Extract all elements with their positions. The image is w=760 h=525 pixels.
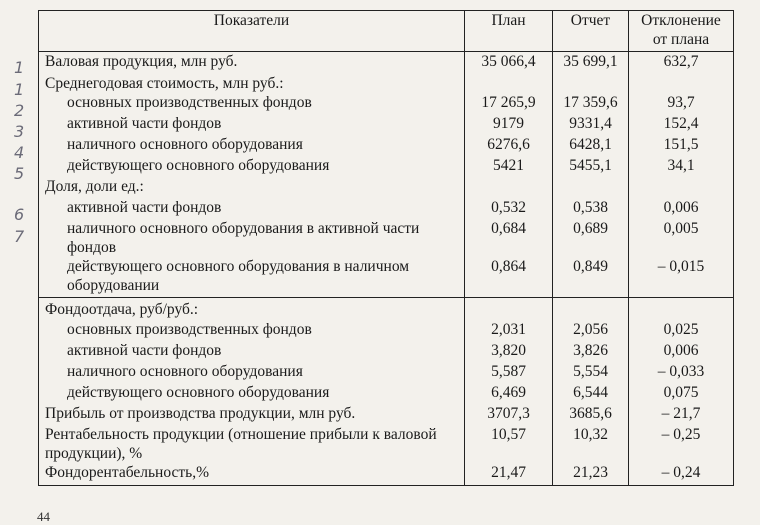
row-report: 5455,1: [553, 156, 629, 177]
row-deviation: 632,7: [629, 52, 734, 74]
table-row: [39, 219, 734, 257]
row-plan: 35 066,4: [465, 52, 553, 74]
row-label: действующего основного оборудования: [39, 383, 465, 404]
table-row: [39, 74, 734, 93]
row-report: 3685,6: [553, 404, 629, 425]
table-row: [39, 177, 734, 198]
row-label: действующего основного оборудования в наличном оборудовании: [39, 257, 465, 298]
header-deviation: Отклонение от плана: [629, 11, 734, 52]
table-row: [39, 135, 734, 156]
row-label: активной части фондов: [39, 341, 465, 362]
table-row: [39, 198, 734, 219]
row-report: 9331,4: [553, 114, 629, 135]
row-deviation: – 21,7: [629, 404, 734, 425]
row-deviation: 151,5: [629, 135, 734, 156]
row-plan: 6276,6: [465, 135, 553, 156]
table-row: [39, 52, 734, 74]
margin-mark: 4: [14, 143, 25, 162]
table-header-row: [39, 11, 734, 52]
row-report: 35 699,1: [553, 52, 629, 74]
row-label: действующего основного оборудования: [39, 156, 465, 177]
row-deviation: 34,1: [629, 156, 734, 177]
row-label: основных производственных фондов: [39, 320, 465, 341]
row-deviation: – 0,033: [629, 362, 734, 383]
row-label: активной части фондов: [39, 198, 465, 219]
row-report: [553, 297, 629, 320]
row-plan: 6,469: [465, 383, 553, 404]
row-deviation: – 0,25: [629, 425, 734, 463]
row-plan: [465, 297, 553, 320]
row-plan: [465, 177, 553, 198]
margin-mark: 6: [14, 205, 25, 224]
row-deviation: [629, 177, 734, 198]
row-report: 0,849: [553, 257, 629, 298]
row-plan: 5421: [465, 156, 553, 177]
row-deviation: [629, 297, 734, 320]
row-deviation: 0,005: [629, 219, 734, 257]
table-row: [39, 320, 734, 341]
table-row: [39, 463, 734, 485]
row-label: Валовая продукция, млн руб.: [39, 52, 465, 74]
margin-mark: 1: [14, 58, 25, 77]
indicators-table: [38, 10, 734, 486]
row-plan: 3,820: [465, 341, 553, 362]
margin-mark: 5: [14, 164, 25, 183]
row-label: Фондорентабельность,%: [39, 463, 465, 485]
row-deviation: 152,4: [629, 114, 734, 135]
row-deviation: [629, 74, 734, 93]
row-deviation: 0,025: [629, 320, 734, 341]
row-plan: 10,57: [465, 425, 553, 463]
row-label: наличного основного оборудования: [39, 362, 465, 383]
row-deviation: – 0,015: [629, 257, 734, 298]
table-row: [39, 362, 734, 383]
row-plan: 17 265,9: [465, 93, 553, 114]
row-report: 5,554: [553, 362, 629, 383]
row-report: 21,23: [553, 463, 629, 485]
row-label: Рентабельность продукции (отношение прибыли к валовой продукции), %: [39, 425, 465, 463]
row-label: Прибыль от производства продукции, млн руб.: [39, 404, 465, 425]
row-plan: 0,864: [465, 257, 553, 298]
header-report: Отчет: [553, 11, 629, 52]
row-plan: 2,031: [465, 320, 553, 341]
row-deviation: 0,075: [629, 383, 734, 404]
row-label: наличного основного оборудования в активной части фондов: [39, 219, 465, 257]
header-indicator: Показатели: [39, 11, 465, 52]
row-deviation: 0,006: [629, 341, 734, 362]
page-number: 44: [37, 509, 50, 524]
table-row: [39, 404, 734, 425]
row-deviation: 93,7: [629, 93, 734, 114]
row-label: Фондоотдача, руб/руб.:: [39, 297, 465, 320]
margin-mark: 1: [14, 80, 25, 99]
row-plan: [465, 74, 553, 93]
table-row: [39, 425, 734, 463]
row-report: 3,826: [553, 341, 629, 362]
table-row: [39, 257, 734, 298]
row-report: [553, 74, 629, 93]
row-report: 6428,1: [553, 135, 629, 156]
margin-mark: 7: [14, 227, 25, 246]
row-report: [553, 177, 629, 198]
row-label: Среднегодовая стоимость, млн руб.:: [39, 74, 465, 93]
table-row: [39, 93, 734, 114]
row-deviation: 0,006: [629, 198, 734, 219]
row-label: основных производственных фондов: [39, 93, 465, 114]
table-row: [39, 156, 734, 177]
table-row: [39, 297, 734, 320]
row-plan: 9179: [465, 114, 553, 135]
row-label: активной части фондов: [39, 114, 465, 135]
margin-mark: 3: [14, 122, 25, 141]
row-report: 0,538: [553, 198, 629, 219]
row-report: 17 359,6: [553, 93, 629, 114]
margin-mark: 2: [14, 101, 25, 120]
table-row: [39, 114, 734, 135]
row-plan: 21,47: [465, 463, 553, 485]
row-report: 0,689: [553, 219, 629, 257]
row-label: наличного основного оборудования: [39, 135, 465, 156]
row-report: 10,32: [553, 425, 629, 463]
row-report: 2,056: [553, 320, 629, 341]
row-plan: 0,684: [465, 219, 553, 257]
row-report: 6,544: [553, 383, 629, 404]
table-row: [39, 383, 734, 404]
row-label: Доля, доли ед.:: [39, 177, 465, 198]
header-plan: План: [465, 11, 553, 52]
row-deviation: – 0,24: [629, 463, 734, 485]
row-plan: 0,532: [465, 198, 553, 219]
table-row: [39, 341, 734, 362]
row-plan: 3707,3: [465, 404, 553, 425]
row-plan: 5,587: [465, 362, 553, 383]
